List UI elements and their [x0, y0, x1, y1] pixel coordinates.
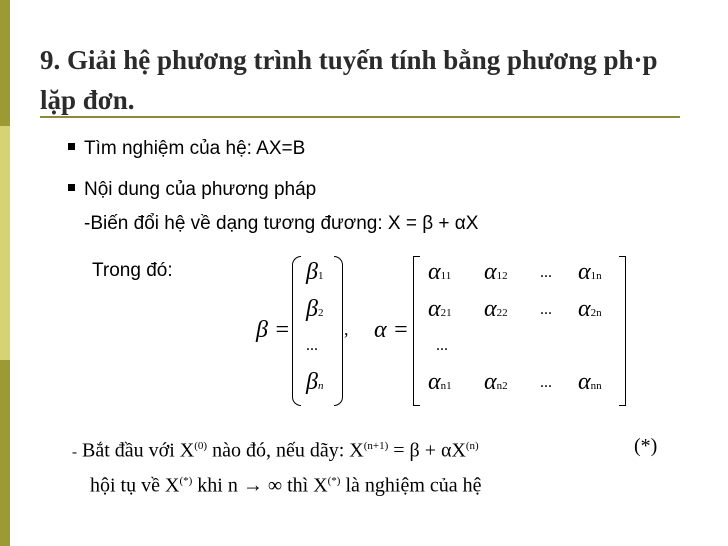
beta-ellipsis: ...	[306, 337, 318, 354]
alpha-n2: αn2	[484, 369, 508, 395]
sidebar-top	[0, 0, 10, 126]
slide-title: 9. Giải hệ phương trình tuyến tính bằng phương ph·p lặp đơn.	[40, 45, 658, 115]
alpha-left-bracket	[413, 256, 420, 406]
alpha-12: α12	[484, 259, 508, 285]
beta-equals: β =	[256, 317, 291, 343]
transform-line: -Biến đổi hệ về dạng tương đương: X = β + αX	[84, 213, 479, 234]
bullet-method-content	[68, 178, 316, 202]
convergence-line: hội tụ về X(*) khi n → ∞ thì X(*) là nghiệm của hệ	[90, 474, 482, 497]
equation-tag: (*)	[634, 435, 658, 457]
beta-left-paren	[292, 256, 301, 406]
sidebar-accent	[0, 0, 10, 546]
title-divider	[40, 116, 680, 118]
alpha-row1-ellipsis: ...	[540, 264, 552, 281]
alpha-row3-ellipsis: ...	[436, 337, 448, 354]
where-label: Trong đó:	[92, 260, 173, 281]
square-bullet-icon	[68, 184, 75, 191]
alpha-equals: α =	[374, 317, 409, 343]
alpha-11: α11	[428, 259, 452, 285]
alpha-nn: αnn	[578, 369, 602, 395]
square-bullet-icon	[68, 143, 75, 150]
beta-n: βn	[306, 369, 324, 395]
alpha-row2-ellipsis: ...	[540, 301, 552, 318]
alpha-22: α22	[484, 296, 508, 322]
beta-right-paren	[334, 256, 343, 406]
alpha-right-bracket	[619, 256, 626, 406]
alpha-row4-ellipsis: ...	[540, 374, 552, 391]
comma: ,	[344, 319, 349, 339]
alpha-2n: α2n	[578, 296, 602, 322]
sidebar-middle	[0, 126, 10, 360]
beta-1: β1	[306, 259, 324, 285]
alpha-21: α21	[428, 296, 452, 322]
alpha-n1: αn1	[428, 369, 452, 395]
sidebar-bottom	[0, 360, 10, 546]
bullet-find-solution	[68, 137, 305, 161]
beta-2: β2	[306, 296, 324, 322]
alpha-1n: α1n	[578, 259, 602, 285]
bullet-text: Tìm nghiệm của hệ: AX=B	[84, 138, 306, 159]
iteration-start-line: - Bắt đầu với $X^{(0)}$ nào đó, nếu dãy: $X^{(n+1)} = \beta + \alpha X^{(n)}$	[72, 439, 479, 462]
bullet-text: Nội dung của phương pháp	[84, 179, 317, 200]
